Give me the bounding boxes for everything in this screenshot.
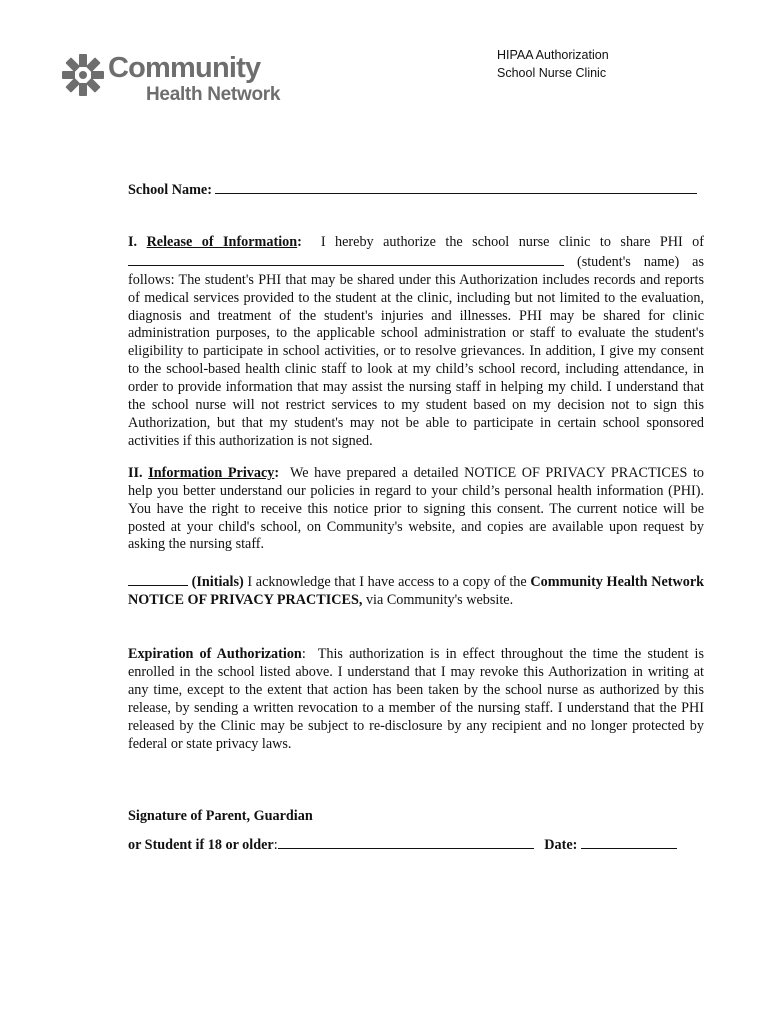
section1-heading: Release of Information bbox=[146, 233, 298, 250]
initials-text-a: I acknowledge that I have access to a copy of the bbox=[247, 574, 527, 591]
signature-label-line1 bbox=[128, 808, 704, 826]
date-field[interactable] bbox=[581, 835, 677, 849]
section2-heading-colon: : bbox=[274, 464, 280, 481]
expiration-heading: Expiration of Authorization bbox=[128, 646, 302, 663]
initials-text-b: via Community's website. bbox=[365, 592, 514, 609]
expiration-heading-colon: : bbox=[301, 646, 306, 663]
initials-acknowledgement bbox=[128, 572, 704, 610]
header-subtitle: School Nurse Clinic bbox=[497, 66, 607, 80]
logo-name-line1: Community bbox=[108, 52, 261, 84]
release-of-information-section bbox=[128, 234, 704, 451]
section1-heading-colon: : bbox=[297, 233, 302, 250]
signature-label-colon: : bbox=[273, 837, 278, 854]
student-name-field[interactable] bbox=[128, 252, 564, 266]
section1-text-a: I hereby authorize the school nurse clinic to share PHI of bbox=[320, 233, 705, 250]
section2-heading: Information Privacy bbox=[148, 464, 275, 481]
section1-number: I. bbox=[128, 233, 138, 250]
initials-bold-text: Community Health Network NOTICE OF PRIVACY PRACTICES, bbox=[128, 574, 705, 609]
logo-name-line2: Health Network bbox=[146, 84, 281, 105]
school-name-label: School Name: bbox=[128, 182, 212, 198]
school-name-row bbox=[128, 180, 704, 200]
document-header bbox=[497, 46, 609, 82]
signature-label-line2: or Student if 18 or older bbox=[128, 837, 274, 854]
signature-row bbox=[128, 835, 704, 855]
community-health-network-logo bbox=[60, 48, 300, 112]
form-body bbox=[128, 180, 704, 855]
initials-label: (Initials) bbox=[191, 574, 244, 591]
date-label: Date: bbox=[544, 837, 578, 854]
section2-text: We have prepared a detailed NOTICE OF PRIVACY PRACTICES to help you better understand our policies in regard to your child’s personal health information (PHI). You have the right to receive this notice prior to signing this consent. The current notice will be posted at your child's school, on Community's website, and copies are available upon request by asking the nursing staff. bbox=[128, 464, 705, 553]
signature-label-line1-text: Signature of Parent, Guardian bbox=[128, 807, 313, 824]
expiration-text: This authorization is in effect throughout the time the student is enrolled in the school listed above. I understand that I may revoke this Authorization in writing at any time, except to the extent that action has been taken by the school nurse as authorized by this release, by sending a written revocation to a member of the nursing staff. I understand that the PHI released by the Clinic may be subject to re-disclosure by any recipient and no longer protected by federal or state privacy laws. bbox=[128, 646, 704, 752]
signature-field[interactable] bbox=[278, 835, 534, 849]
header-title: HIPAA Authorization bbox=[497, 48, 609, 62]
section1-text-b: (student's name) as follows: The student's PHI that may be shared under this Authorization includes records and reports of medical services provided to the student at the clinic, including but not limited to the evaluation, diagnosis and treatment of the student's injuries and illnesses. PHI may be shared for clinic administration purposes, to the applicable school administration or staff to evaluate the student's eligibility to participate in school activities, or to resolve grievances. In addition, I give my consent to the school-based health clinic staff to look at my child’s school record, including attendance, in order to provide information that may assist the nursing staff in helping my child. I understand that the school nurse will not restrict services to my student based on my decision not to sign this Authorization, but that my student's may not be able to participate in certain school sponsored activities if this authorization is not signed. bbox=[128, 253, 704, 449]
expiration-section bbox=[128, 646, 704, 753]
section2-number: II. bbox=[128, 464, 143, 481]
community-star-icon bbox=[60, 52, 106, 98]
initials-field[interactable] bbox=[128, 572, 188, 586]
information-privacy-section bbox=[128, 465, 704, 555]
school-name-field[interactable] bbox=[215, 180, 697, 194]
